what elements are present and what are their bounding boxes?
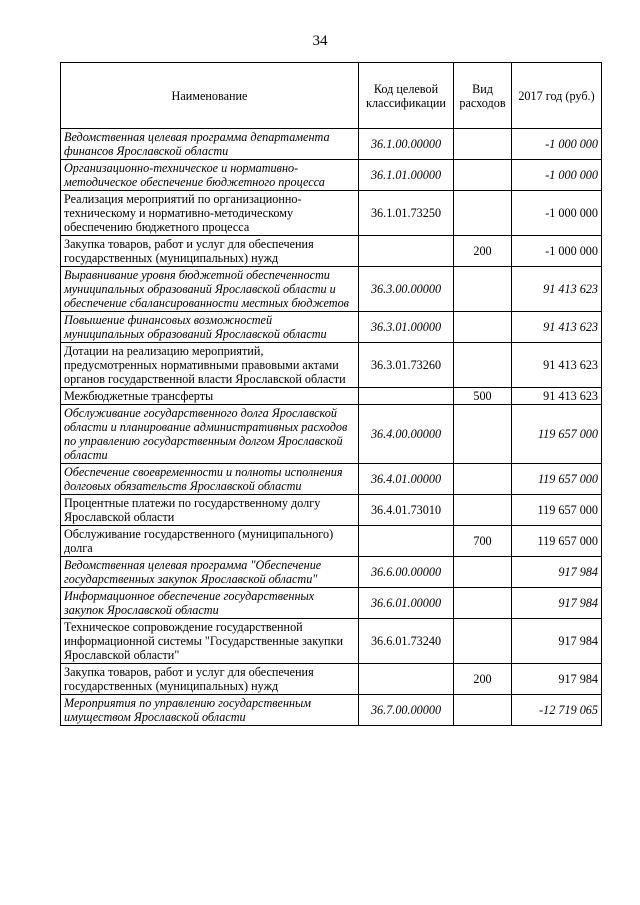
row-name-cell: Обеспечение своевременности и полноты исполнения долговых обязательств Ярославской области [61, 464, 359, 495]
row-name-cell: Процентные платежи по государственному долгу Ярославской области [61, 495, 359, 526]
page-number: 34 [312, 33, 328, 49]
row-amount-cell: 119 657 000 [512, 405, 602, 464]
row-type-cell [454, 129, 512, 160]
table-row [61, 129, 602, 160]
row-name-cell: Ведомственная целевая программа департамента финансов Ярославской области [61, 129, 359, 160]
table-body [61, 129, 602, 726]
row-name-cell: Информационное обеспечение государственных закупок Ярославской области [61, 588, 359, 619]
table-row [61, 526, 602, 557]
header-amount: 2017 год (руб.) [512, 63, 602, 129]
row-amount-cell: 91 413 623 [512, 312, 602, 343]
row-code-cell: 36.6.00.00000 [359, 557, 454, 588]
table-row [61, 588, 602, 619]
row-code-cell: 36.3.01.00000 [359, 312, 454, 343]
row-code-cell: 36.1.01.73250 [359, 191, 454, 236]
row-type-cell [454, 160, 512, 191]
row-amount-cell: 917 984 [512, 588, 602, 619]
row-type-cell [454, 191, 512, 236]
table-row [61, 495, 602, 526]
row-type-cell: 700 [454, 526, 512, 557]
table-row [61, 464, 602, 495]
table-row [61, 388, 602, 405]
row-code-cell [359, 664, 454, 695]
row-amount-cell: 119 657 000 [512, 495, 602, 526]
row-code-cell: 36.4.01.73010 [359, 495, 454, 526]
row-code-cell [359, 236, 454, 267]
row-amount-cell: 119 657 000 [512, 526, 602, 557]
row-name-cell: Ведомственная целевая программа "Обеспечение государственных закупок Ярославской области" [61, 557, 359, 588]
row-code-cell: 36.4.01.00000 [359, 464, 454, 495]
row-amount-cell: -1 000 000 [512, 236, 602, 267]
row-name-cell: Техническое сопровождение государственной информационной системы "Государственные закупки Ярославской области" [61, 619, 359, 664]
table-row [61, 236, 602, 267]
table-row [61, 405, 602, 464]
row-name-cell: Мероприятия по управлению государственным имуществом Ярославской области [61, 695, 359, 726]
row-code-cell: 36.4.00.00000 [359, 405, 454, 464]
row-type-cell [454, 267, 512, 312]
row-amount-cell: 91 413 623 [512, 267, 602, 312]
row-type-cell: 200 [454, 664, 512, 695]
row-name-cell: Повышение финансовых возможностей муниципальных образований Ярославской области [61, 312, 359, 343]
row-name-cell: Межбюджетные трансферты [61, 388, 359, 405]
header-code: Код целевой классификации [359, 63, 454, 129]
row-code-cell: 36.6.01.73240 [359, 619, 454, 664]
row-name-cell: Дотации на реализацию мероприятий, предусмотренных нормативными правовыми актами органов государственной власти Ярославской области [61, 343, 359, 388]
row-code-cell: 36.3.00.00000 [359, 267, 454, 312]
row-type-cell: 200 [454, 236, 512, 267]
row-name-cell: Закупка товаров, работ и услуг для обеспечения государственных (муниципальных) нужд [61, 664, 359, 695]
row-type-cell [454, 312, 512, 343]
row-amount-cell: -1 000 000 [512, 129, 602, 160]
row-code-cell [359, 388, 454, 405]
row-amount-cell: 917 984 [512, 557, 602, 588]
table-row [61, 557, 602, 588]
table-row [61, 695, 602, 726]
row-type-cell: 500 [454, 388, 512, 405]
table-row [61, 664, 602, 695]
table-row [61, 619, 602, 664]
row-code-cell: 36.6.01.00000 [359, 588, 454, 619]
header-name: Наименование [61, 63, 359, 129]
row-type-cell [454, 343, 512, 388]
row-amount-cell: 91 413 623 [512, 343, 602, 388]
row-type-cell [454, 588, 512, 619]
row-type-cell [454, 557, 512, 588]
row-type-cell [454, 619, 512, 664]
table-row [61, 191, 602, 236]
row-code-cell: 36.7.00.00000 [359, 695, 454, 726]
row-name-cell: Организационно-техническое и нормативно-методическое обеспечение бюджетного процесса [61, 160, 359, 191]
row-amount-cell: 91 413 623 [512, 388, 602, 405]
row-name-cell: Обслуживание государственного долга Ярославской области и планирование административных расходов по управлению государственным долгом Ярославской области [61, 405, 359, 464]
row-amount-cell: 917 984 [512, 619, 602, 664]
row-type-cell [454, 464, 512, 495]
row-type-cell [454, 495, 512, 526]
row-name-cell: Выравнивание уровня бюджетной обеспеченности муниципальных образований Ярославской области и обеспечение сбалансированности местных бюджетов [61, 267, 359, 312]
table-header-row [61, 63, 602, 129]
row-amount-cell: 917 984 [512, 664, 602, 695]
row-type-cell [454, 695, 512, 726]
row-code-cell: 36.3.01.73260 [359, 343, 454, 388]
row-type-cell [454, 405, 512, 464]
row-amount-cell: -1 000 000 [512, 160, 602, 191]
row-amount-cell: -1 000 000 [512, 191, 602, 236]
row-amount-cell: 119 657 000 [512, 464, 602, 495]
row-name-cell: Обслуживание государственного (муниципального) долга [61, 526, 359, 557]
table-row [61, 160, 602, 191]
row-name-cell: Закупка товаров, работ и услуг для обеспечения государственных (муниципальных) нужд [61, 236, 359, 267]
table-row [61, 267, 602, 312]
row-code-cell: 36.1.01.00000 [359, 160, 454, 191]
row-name-cell: Реализация мероприятий по организационно-техническому и нормативно-методическому обеспечению бюджетного процесса [61, 191, 359, 236]
table-row [61, 343, 602, 388]
budget-table [60, 62, 602, 726]
table-row [61, 312, 602, 343]
row-code-cell [359, 526, 454, 557]
row-amount-cell: -12 719 065 [512, 695, 602, 726]
row-code-cell: 36.1.00.00000 [359, 129, 454, 160]
header-type: Вид расходов [454, 63, 512, 129]
